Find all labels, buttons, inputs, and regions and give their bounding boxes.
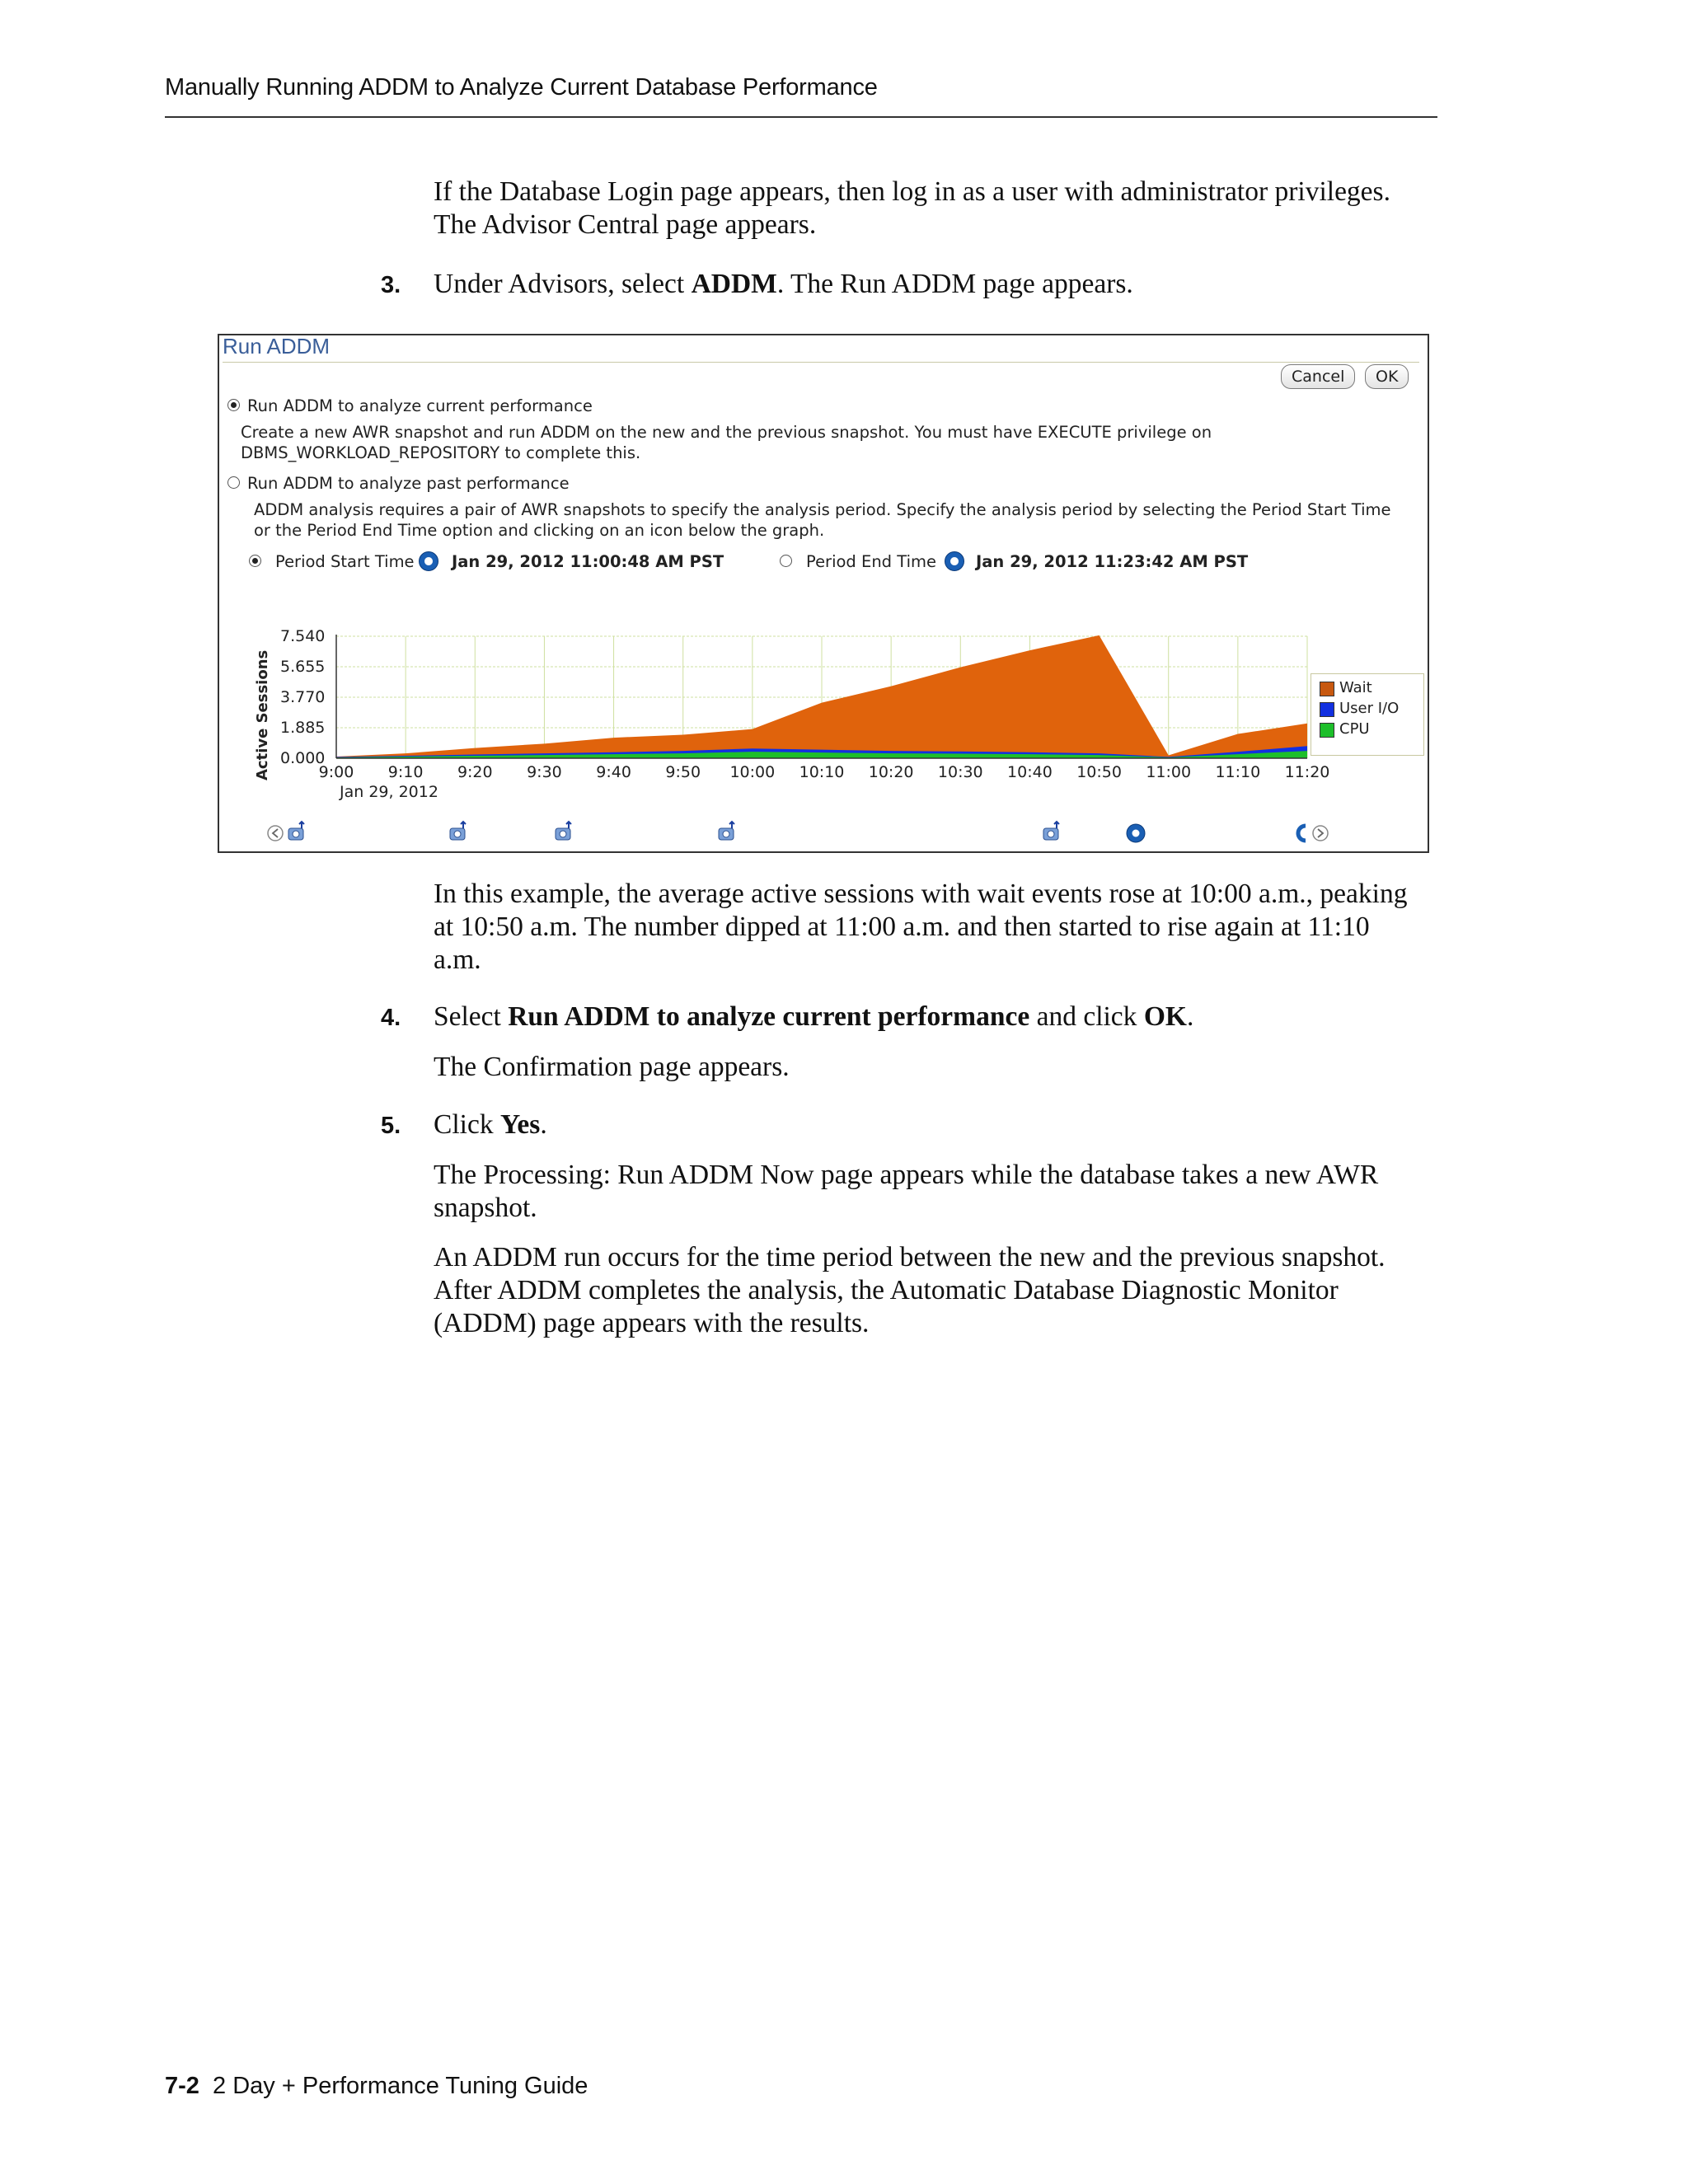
- step-5-number: 5.: [381, 1113, 401, 1139]
- snapshot-icon[interactable]: [556, 822, 571, 840]
- period-end-value: Jan 29, 2012 11:23:42 AM PST: [976, 552, 1249, 571]
- selected-snapshot-icon[interactable]: [1127, 824, 1145, 842]
- ok-button[interactable]: OK: [1365, 364, 1409, 389]
- legend-swatch-wait: [1320, 682, 1334, 696]
- intro-paragraph: If the Database Login page appears, then log in as a user with administrator privileges. The Advisor Central page appears.: [434, 176, 1390, 240]
- x-tick-label: 9:50: [665, 763, 701, 781]
- chart-ylabel: Active Sessions: [254, 649, 271, 780]
- shot-title: Run ADDM: [223, 334, 331, 359]
- x-tick-label: 11:00: [1146, 763, 1192, 781]
- period-start-label: Period Start Time: [275, 552, 415, 571]
- x-tick-label: 10:40: [1007, 763, 1053, 781]
- period-end-label: Period End Time: [806, 552, 936, 571]
- step-5-text: Click Yes.: [434, 1109, 547, 1140]
- x-tick-label: 10:30: [937, 763, 983, 781]
- x-tick-label: 10:20: [868, 763, 914, 781]
- snapshot-icon[interactable]: [288, 822, 304, 840]
- page-footer: [165, 2073, 588, 2100]
- y-tick-label: 0.000: [280, 749, 326, 767]
- step-4-number: 4.: [381, 1005, 401, 1031]
- x-tick-label: 9:40: [596, 763, 631, 781]
- opt-current-desc-2: DBMS_WORKLOAD_REPOSITORY to complete this.: [241, 443, 641, 462]
- cancel-button[interactable]: Cancel: [1281, 364, 1355, 389]
- after-chart-paragraph: In this example, the average active sessions with wait events rose at 10:00 a.m., peaking at 10:50 a.m. The number dipped at 11:00 a.m. and then started to rise again at 11:10 a.m.: [434, 879, 1408, 975]
- step-4-text: Select Run ADDM to analyze current performance and click OK.: [434, 1001, 1194, 1032]
- step-5-paragraph-1: The Processing: Run ADDM Now page appears while the database takes a new AWR snapshot.: [434, 1160, 1379, 1223]
- snapshot-icon-row: [219, 818, 1429, 848]
- y-tick-label: 7.540: [280, 627, 326, 645]
- opt-current-label: Run ADDM to analyze current performance: [247, 396, 593, 415]
- chart-date-label: Jan 29, 2012: [340, 783, 438, 801]
- opt-past-desc-2: or the Period End Time option and clicking on an icon below the graph.: [254, 521, 825, 540]
- x-tick-label: 9:00: [318, 763, 354, 781]
- period-start-value: Jan 29, 2012 11:00:48 AM PST: [452, 552, 724, 571]
- legend-swatch-cpu: [1320, 723, 1334, 738]
- step-4-after: The Confirmation page appears.: [434, 1052, 790, 1082]
- x-tick-label: 10:00: [729, 763, 776, 781]
- opt-current-desc-1: Create a new AWR snapshot and run ADDM on the new and the previous snapshot. You must have EXECUTE privilege on: [241, 423, 1212, 442]
- active-sessions-chart: [219, 335, 1429, 853]
- x-tick-label: 11:20: [1284, 763, 1330, 781]
- step-3-text: Under Advisors, select ADDM. The Run ADDM page appears.: [434, 269, 1133, 299]
- legend-label-cpu: CPU: [1339, 720, 1370, 738]
- x-tick-label: 9:20: [457, 763, 493, 781]
- scroll-left-icon[interactable]: [268, 826, 283, 841]
- chart-legend: [1311, 673, 1424, 756]
- x-tick-label: 11:10: [1215, 763, 1261, 781]
- x-tick-label: 10:50: [1076, 763, 1122, 781]
- opt-past-desc-1: ADDM analysis requires a pair of AWR snapshots to specify the analysis period. Specify the analysis period by selecting the Period Start Time: [254, 500, 1391, 519]
- legend-swatch-userio: [1320, 702, 1334, 717]
- footer-guide-title: 2 Day + Performance Tuning Guide: [213, 2073, 588, 2099]
- x-tick-label: 10:10: [799, 763, 845, 781]
- y-tick-label: 3.770: [280, 688, 326, 706]
- footer-page-number: 7-2: [165, 2073, 199, 2099]
- legend-label-wait: Wait: [1339, 679, 1372, 696]
- step-3-number: 3.: [381, 272, 401, 298]
- header-rule: [165, 116, 1437, 118]
- run-addm-screenshot: [218, 334, 1429, 853]
- x-tick-label: 9:30: [527, 763, 562, 781]
- snapshot-icon[interactable]: [719, 822, 734, 840]
- snapshot-icon[interactable]: [450, 822, 466, 840]
- step-5-paragraph-2: An ADDM run occurs for the time period between the new and the previous snapshot. After ADDM completes the analysis, the Automatic Database Diagnostic Monitor (ADDM) page appears with the results.: [434, 1242, 1386, 1338]
- opt-past-label: Run ADDM to analyze past performance: [247, 474, 570, 493]
- current-snapshot-icon[interactable]: [1298, 826, 1306, 841]
- y-tick-label: 1.885: [280, 719, 326, 737]
- x-tick-label: 9:10: [387, 763, 424, 781]
- running-head: Manually Running ADDM to Analyze Current Database Performance: [165, 74, 878, 101]
- y-tick-label: 5.655: [280, 658, 326, 676]
- scroll-right-icon[interactable]: [1313, 826, 1328, 841]
- snapshot-icon[interactable]: [1043, 822, 1059, 840]
- legend-label-userio: User I/O: [1339, 700, 1400, 717]
